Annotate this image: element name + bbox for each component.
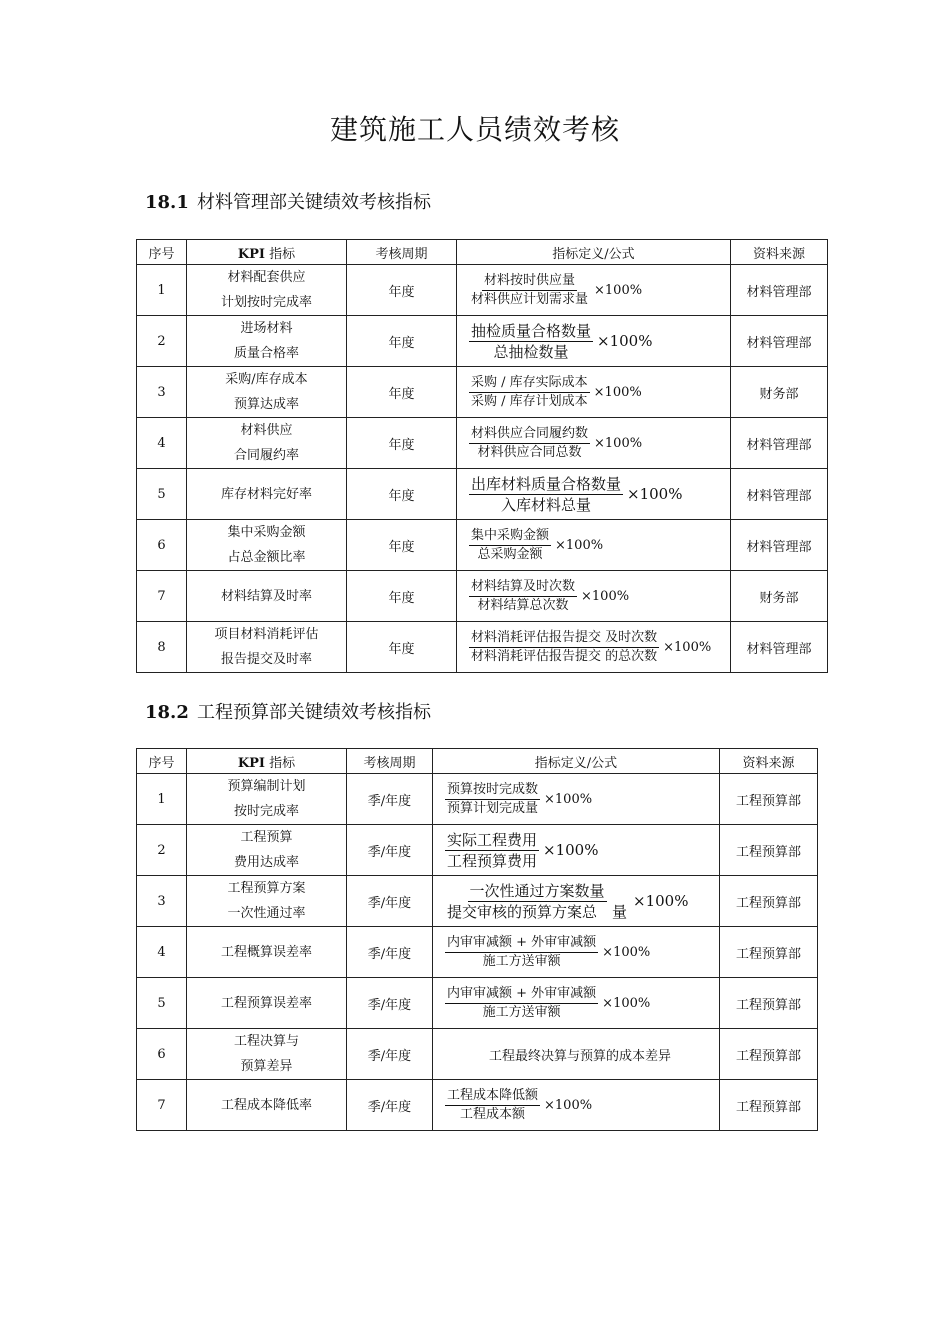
table-row xyxy=(137,571,828,622)
row-number: 7 xyxy=(137,1080,187,1131)
data-source: 工程预算部 xyxy=(720,876,818,927)
kpi-name xyxy=(187,1029,347,1080)
header-formula: 指标定义/公式 xyxy=(457,240,731,265)
formula-numerator: 材料结算及时次数 xyxy=(469,578,577,597)
formula-denominator: 提交审核的预算方案总 量 xyxy=(447,902,628,921)
row-number: 6 xyxy=(137,1029,187,1080)
formula-multiplier: ×100% xyxy=(594,282,643,298)
data-source: 工程预算部 xyxy=(720,774,818,825)
kpi-name-line: 质量合格率 xyxy=(233,346,299,361)
header-no: 序号 xyxy=(137,240,187,265)
row-number: 1 xyxy=(137,265,187,316)
kpi-formula xyxy=(457,571,731,622)
header-no: 序号 xyxy=(137,749,187,774)
formula-numerator: 材料消耗评估报告提交 及时次数 xyxy=(469,629,659,648)
kpi-formula xyxy=(433,825,720,876)
formula-fraction xyxy=(457,527,730,564)
header-kpi: KPI 指标 xyxy=(187,749,347,774)
assessment-period: 季/年度 xyxy=(347,1080,433,1131)
row-number: 7 xyxy=(137,571,187,622)
formula-numerator: 一次性通过方案数量 xyxy=(469,881,605,900)
formula-fraction xyxy=(433,985,719,1022)
kpi-name xyxy=(187,774,347,825)
formula-numerator: 工程成本降低额 xyxy=(445,1087,540,1106)
formula-numerator: 采购 / 库存实际成本 xyxy=(469,374,590,393)
kpi-formula xyxy=(457,316,731,367)
assessment-period: 季/年度 xyxy=(347,978,433,1029)
assessment-period: 年度 xyxy=(347,418,457,469)
kpi-name xyxy=(187,978,347,1029)
materials-kpi-table xyxy=(136,239,828,673)
formula-denominator: 施工方送审额 xyxy=(482,953,561,969)
kpi-name-line: 进场材料 xyxy=(240,321,293,336)
budget-kpi-table xyxy=(136,748,818,1131)
kpi-name-line: 工程概算误差率 xyxy=(220,944,312,960)
fraction xyxy=(445,1087,540,1124)
data-source: 材料管理部 xyxy=(731,316,828,367)
fraction xyxy=(445,881,629,922)
assessment-period: 季/年度 xyxy=(347,927,433,978)
table-row xyxy=(137,367,828,418)
table-row xyxy=(137,825,818,876)
table-row xyxy=(137,520,828,571)
formula-denominator: 材料供应合同总数 xyxy=(477,444,582,460)
kpi-name-line: 一次性通过率 xyxy=(227,906,306,921)
kpi-name xyxy=(187,825,347,876)
data-source: 财务部 xyxy=(731,571,828,622)
kpi-name-line: 集中采购金额 xyxy=(227,525,306,540)
formula-denominator: 预算计划完成量 xyxy=(447,800,539,816)
formula-multiplier: ×100% xyxy=(544,1097,593,1113)
row-number: 4 xyxy=(137,418,187,469)
data-source: 工程预算部 xyxy=(720,927,818,978)
kpi-name xyxy=(187,367,347,418)
header-kpi: KPI 指标 xyxy=(187,240,347,265)
kpi-name xyxy=(187,265,347,316)
kpi-name xyxy=(187,1080,347,1131)
kpi-name-line: 预算编制计划 xyxy=(227,779,306,794)
formula-denominator: 工程预算费用 xyxy=(447,851,538,870)
formula-multiplier: ×100% xyxy=(594,435,643,451)
kpi-formula xyxy=(457,265,731,316)
assessment-period: 年度 xyxy=(347,265,457,316)
row-number: 4 xyxy=(137,927,187,978)
assessment-period: 季/年度 xyxy=(347,825,433,876)
formula-fraction xyxy=(457,578,730,615)
kpi-name xyxy=(187,520,347,571)
formula-numerator: 材料按时供应量 xyxy=(482,272,577,291)
table-row xyxy=(137,265,828,316)
formula-multiplier: ×100% xyxy=(544,791,593,807)
formula-fraction xyxy=(433,1087,719,1124)
kpi-name xyxy=(187,622,347,673)
header-source: 资料来源 xyxy=(731,240,828,265)
formula-multiplier: ×100% xyxy=(633,892,689,910)
fraction xyxy=(469,374,590,411)
table-row xyxy=(137,1029,818,1080)
table-row xyxy=(137,469,828,520)
fraction xyxy=(469,629,659,666)
data-source: 工程预算部 xyxy=(720,1029,818,1080)
kpi-name xyxy=(187,316,347,367)
formula-fraction xyxy=(457,474,730,515)
data-source: 材料管理部 xyxy=(731,418,828,469)
assessment-period: 年度 xyxy=(347,367,457,418)
kpi-name-line: 采购/库存成本 xyxy=(225,372,308,387)
kpi-name-line: 材料配套供应 xyxy=(227,270,306,285)
fraction xyxy=(469,425,590,462)
kpi-name-line: 材料供应 xyxy=(240,423,293,438)
formula-numerator: 内审审减额 + 外审审减额 xyxy=(445,985,598,1004)
fraction xyxy=(469,474,623,515)
kpi-name-line: 预算达成率 xyxy=(233,397,299,412)
assessment-period: 年度 xyxy=(347,622,457,673)
fraction xyxy=(469,321,593,362)
formula-numerator: 集中采购金额 xyxy=(469,527,551,546)
assessment-period: 季/年度 xyxy=(347,774,433,825)
fraction xyxy=(445,934,598,971)
kpi-formula xyxy=(433,774,720,825)
assessment-period: 年度 xyxy=(347,469,457,520)
assessment-period: 年度 xyxy=(347,520,457,571)
kpi-formula xyxy=(457,469,731,520)
formula-numerator: 出库材料质量合格数量 xyxy=(471,474,622,493)
formula-fraction xyxy=(457,629,730,666)
formula-fraction xyxy=(457,272,730,309)
fraction xyxy=(445,781,540,818)
kpi-name xyxy=(187,469,347,520)
formula-multiplier: ×100% xyxy=(593,384,642,400)
row-number: 6 xyxy=(137,520,187,571)
header-period: 考核周期 xyxy=(347,240,457,265)
fraction xyxy=(445,985,598,1022)
data-source: 材料管理部 xyxy=(731,265,828,316)
kpi-formula xyxy=(457,418,731,469)
row-number: 8 xyxy=(137,622,187,673)
formula-denominator: 总抽检数量 xyxy=(493,342,569,361)
kpi-name-line: 费用达成率 xyxy=(233,855,299,870)
formula-fraction xyxy=(433,934,719,971)
formula-multiplier: ×100% xyxy=(581,588,630,604)
section-title: 材料管理部关键绩效考核指标 xyxy=(197,192,431,213)
kpi-formula xyxy=(433,1080,720,1131)
formula-denominator: 总采购金额 xyxy=(477,546,543,562)
table-header-row xyxy=(137,240,828,265)
kpi-name-line: 合同履约率 xyxy=(233,448,299,463)
table-row xyxy=(137,1080,818,1131)
kpi-definition: 工程最终决算与预算的成本差异 xyxy=(433,1029,720,1080)
kpi-name-line: 工程预算误差率 xyxy=(220,995,312,1011)
kpi-name-line: 工程决算与 xyxy=(233,1034,299,1049)
kpi-name xyxy=(187,571,347,622)
fraction xyxy=(469,578,577,615)
kpi-name-line: 工程预算 xyxy=(240,830,293,845)
table-row xyxy=(137,316,828,367)
kpi-name xyxy=(187,927,347,978)
formula-multiplier: ×100% xyxy=(627,485,683,503)
kpi-name-line: 项目材料消耗评估 xyxy=(214,627,319,642)
table-row xyxy=(137,927,818,978)
formula-multiplier: ×100% xyxy=(663,639,712,655)
row-number: 2 xyxy=(137,316,187,367)
formula-denominator: 材料供应计划需求量 xyxy=(471,291,589,307)
formula-numerator: 预算按时完成数 xyxy=(445,781,540,800)
row-number: 2 xyxy=(137,825,187,876)
formula-fraction xyxy=(457,425,730,462)
formula-multiplier: ×100% xyxy=(597,332,653,350)
kpi-name-line: 报告提交及时率 xyxy=(220,652,312,667)
kpi-name-line: 占总金额比率 xyxy=(227,550,306,565)
kpi-name-line: 材料结算及时率 xyxy=(220,588,312,604)
formula-denominator: 工程成本额 xyxy=(460,1106,526,1122)
fraction xyxy=(469,272,590,309)
header-formula: 指标定义/公式 xyxy=(433,749,720,774)
data-source: 材料管理部 xyxy=(731,469,828,520)
kpi-formula xyxy=(457,622,731,673)
formula-fraction xyxy=(433,781,719,818)
table-row xyxy=(137,876,818,927)
formula-multiplier: ×100% xyxy=(555,537,604,553)
row-number: 1 xyxy=(137,774,187,825)
kpi-formula xyxy=(457,520,731,571)
assessment-period: 年度 xyxy=(347,316,457,367)
formula-numerator: 内审审减额 + 外审审减额 xyxy=(445,934,598,953)
assessment-period: 季/年度 xyxy=(347,876,433,927)
kpi-name-line: 工程预算方案 xyxy=(227,881,306,896)
row-number: 5 xyxy=(137,978,187,1029)
kpi-name xyxy=(187,876,347,927)
formula-denominator: 材料消耗评估报告提交 的总次数 xyxy=(471,648,658,664)
table-row xyxy=(137,978,818,1029)
kpi-name xyxy=(187,418,347,469)
kpi-name-line: 预算差异 xyxy=(240,1059,293,1074)
formula-denominator: 采购 / 库存计划成本 xyxy=(471,393,588,409)
kpi-name-line: 计划按时完成率 xyxy=(220,295,312,310)
fraction xyxy=(445,830,539,871)
kpi-name-line: 工程成本降低率 xyxy=(220,1097,312,1113)
table-header-row xyxy=(137,749,818,774)
section-number: 18.1 xyxy=(145,192,189,213)
table-row xyxy=(137,622,828,673)
formula-denominator: 施工方送审额 xyxy=(482,1004,561,1020)
formula-denominator: 材料结算总次数 xyxy=(477,597,569,613)
formula-multiplier: ×100% xyxy=(543,841,599,859)
row-number: 3 xyxy=(137,367,187,418)
formula-fraction xyxy=(433,881,719,922)
formula-multiplier: ×100% xyxy=(602,995,651,1011)
formula-numerator: 实际工程费用 xyxy=(447,830,538,849)
data-source: 财务部 xyxy=(731,367,828,418)
formula-fraction xyxy=(457,321,730,362)
row-number: 5 xyxy=(137,469,187,520)
kpi-formula xyxy=(433,927,720,978)
section-heading-materials xyxy=(145,188,431,214)
assessment-period: 年度 xyxy=(347,571,457,622)
section-title: 工程预算部关键绩效考核指标 xyxy=(197,702,431,723)
kpi-name-line: 库存材料完好率 xyxy=(220,486,312,502)
assessment-period: 季/年度 xyxy=(347,1029,433,1080)
header-period: 考核周期 xyxy=(347,749,433,774)
kpi-formula xyxy=(433,978,720,1029)
kpi-name-line: 按时完成率 xyxy=(233,804,299,819)
formula-fraction xyxy=(433,830,719,871)
formula-numerator: 抽检质量合格数量 xyxy=(471,321,592,340)
data-source: 工程预算部 xyxy=(720,825,818,876)
section-heading-budget xyxy=(145,698,431,724)
table-row xyxy=(137,774,818,825)
kpi-formula xyxy=(457,367,731,418)
data-source: 材料管理部 xyxy=(731,622,828,673)
header-source: 资料来源 xyxy=(720,749,818,774)
data-source: 材料管理部 xyxy=(731,520,828,571)
formula-multiplier: ×100% xyxy=(602,944,651,960)
formula-numerator: 材料供应合同履约数 xyxy=(469,425,590,444)
row-number: 3 xyxy=(137,876,187,927)
kpi-formula xyxy=(433,876,720,927)
data-source: 工程预算部 xyxy=(720,978,818,1029)
table-row xyxy=(137,418,828,469)
formula-fraction xyxy=(457,374,730,411)
section-number: 18.2 xyxy=(145,702,189,723)
fraction xyxy=(469,527,551,564)
page-title: 建筑施工人员绩效考核 xyxy=(329,113,620,146)
formula-denominator: 入库材料总量 xyxy=(501,495,592,514)
data-source: 工程预算部 xyxy=(720,1080,818,1131)
